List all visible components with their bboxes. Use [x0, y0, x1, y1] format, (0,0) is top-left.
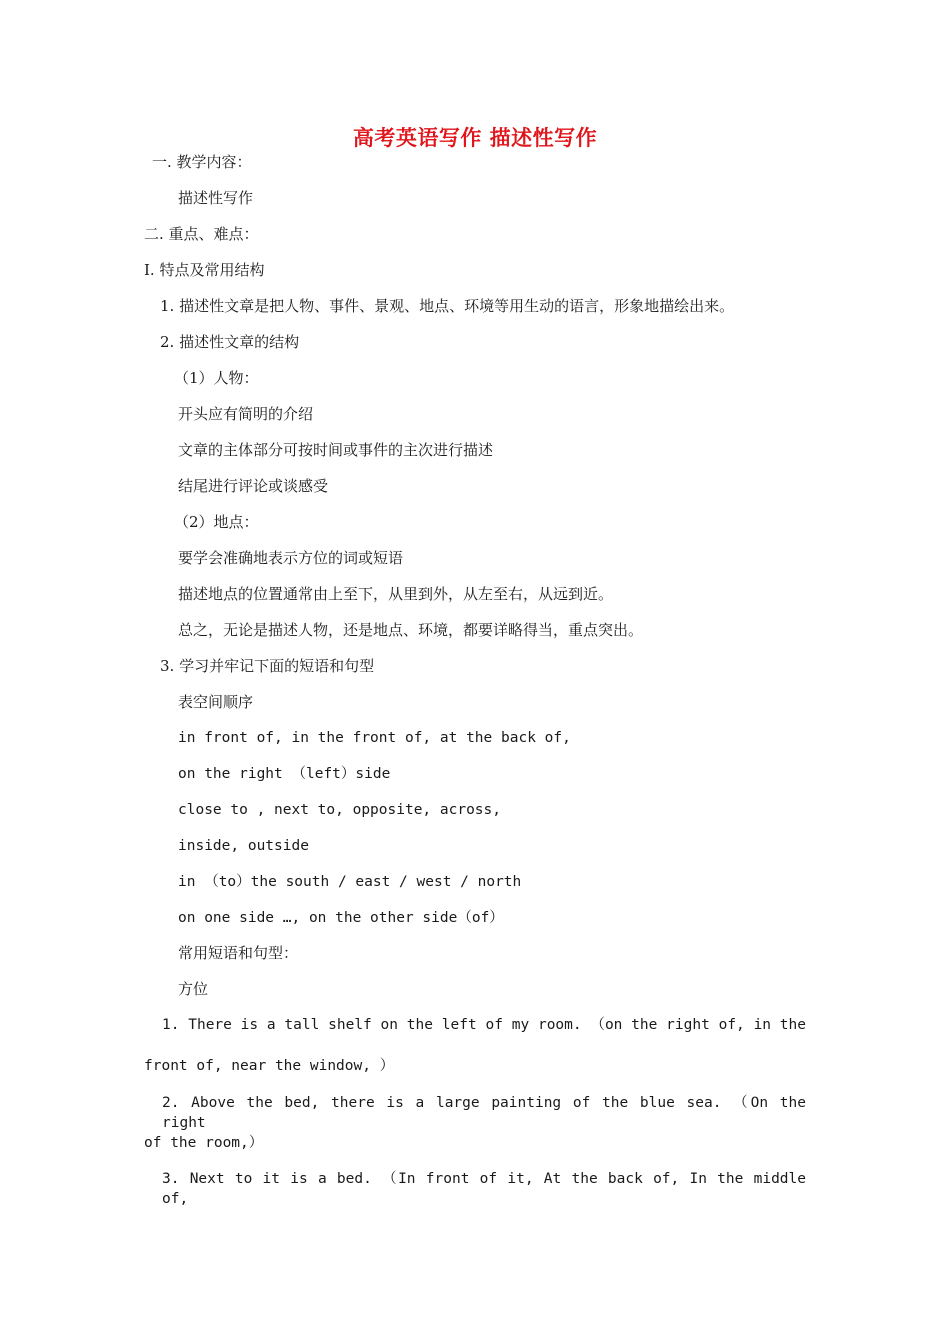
paragraph: 开头应有简明的介绍 — [178, 405, 314, 423]
paragraph: 要学会准确地表示方位的词或短语 — [178, 549, 404, 567]
paragraph: 描述地点的位置通常由上至下，从里到外，从左至右，从远到近。 — [178, 585, 614, 603]
paragraph: 文章的主体部分可按时间或事件的主次进行描述 — [178, 441, 494, 459]
subsection-label: 常用短语和句型： — [178, 944, 299, 962]
paragraph: 总之，无论是描述人物，还是地点、环境，都要详略得当，重点突出。 — [178, 621, 644, 639]
phrase-line: in （to）the south / east / west / north — [178, 874, 522, 890]
example-sentence: 3. Next to it is a bed. （In front of it, At the back of, In the middle of, — [162, 1171, 806, 1207]
section-one-body: 描述性写作 — [178, 189, 254, 207]
phrase-line: close to , next to, opposite, across, — [178, 802, 502, 818]
section-one-heading: 一. 教学内容： — [152, 153, 252, 171]
phrase-line: on the right （left）side — [178, 766, 391, 782]
phrase-line: inside, outside — [178, 838, 309, 854]
section-two-heading: 二. 重点、难点： — [144, 225, 259, 243]
example-sentence-continued: front of, near the window, ） — [144, 1058, 395, 1074]
example-sentence-continued: of the room,） — [144, 1135, 264, 1151]
subsection-label: （2）地点： — [174, 513, 259, 531]
subsection-label: （1）人物： — [174, 369, 259, 387]
example-sentence: 2. Above the bed, there is a large painting of the blue sea. （On the right — [162, 1095, 806, 1131]
subsection-label: 方位 — [178, 980, 209, 998]
page-title: 高考英语写作 描述性写作 — [352, 126, 598, 150]
list-item: 2. 描述性文章的结构 — [160, 333, 300, 351]
part-one-heading: I. 特点及常用结构 — [144, 261, 265, 279]
subsection-label: 表空间顺序 — [178, 693, 254, 711]
phrase-line: on one side …, on the other side（of） — [178, 910, 504, 926]
list-item: 3. 学习并牢记下面的短语和句型 — [160, 657, 375, 675]
list-item: 1. 描述性文章是把人物、事件、景观、地点、环境等用生动的语言，形象地描绘出来。 — [160, 297, 735, 315]
paragraph: 结尾进行评论或谈感受 — [178, 477, 329, 495]
phrase-line: in front of, in the front of, at the back of, — [178, 730, 571, 746]
example-sentence: 1. There is a tall shelf on the left of my room. （on the right of, in the — [162, 1017, 806, 1033]
